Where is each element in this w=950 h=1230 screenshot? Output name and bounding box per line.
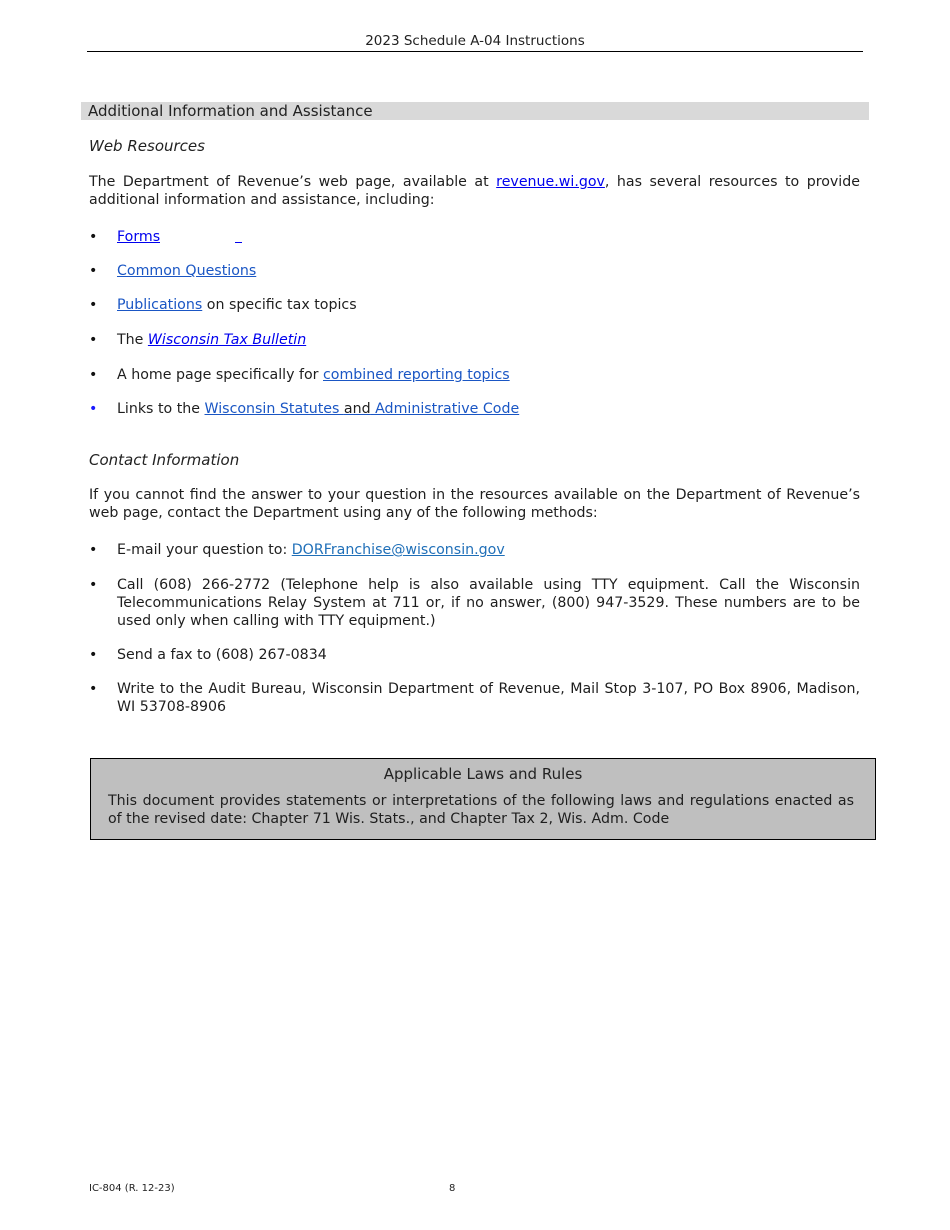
applicable-laws-title: Applicable Laws and Rules — [383, 765, 583, 783]
statutes-prefix: Links to the — [117, 401, 205, 417]
bullet-combined-reporting: • — [89, 367, 98, 383]
revenue-website-link[interactable]: revenue.wi.gov — [496, 174, 605, 190]
forms-link[interactable]: Forms — [117, 229, 161, 245]
bullet-tax-bulletin: • — [89, 332, 98, 348]
tax-bulletin-prefix: The — [117, 332, 148, 348]
bullet-statutes: • — [89, 401, 98, 417]
section-heading: Additional Information and Assistance — [81, 102, 869, 120]
administrative-code-link[interactable]: Administrative Code — [370, 401, 520, 417]
email-link[interactable]: DORFranchise@wisconsin.gov — [291, 542, 505, 558]
footer-page-number: 8 — [449, 1183, 456, 1194]
bullet-fax: • — [89, 647, 98, 663]
wisconsin-tax-bulletin-link[interactable]: Wisconsin Tax Bulletin — [147, 332, 307, 348]
list-item-tax-bulletin — [117, 331, 860, 349]
web-resources-heading: Web Resources — [89, 137, 205, 155]
publications-text: on specific tax topics — [202, 297, 357, 313]
bullet-mail: • — [89, 681, 98, 697]
intro-text-after: , has several resources to provide additional information and assistance, including: — [89, 174, 860, 208]
list-item-email — [117, 541, 860, 559]
page-header-title: 2023 Schedule A-04 Instructions — [365, 33, 585, 49]
list-item-publications — [117, 296, 860, 314]
bullet-common-questions: • — [89, 263, 98, 279]
wisconsin-statutes-link[interactable]: Wisconsin Statutes — [204, 401, 344, 417]
email-prefix: E-mail your question to: — [117, 542, 292, 558]
intro-text-before: The Department of Revenue’s web page, available at — [89, 174, 497, 190]
publications-link[interactable]: Publications — [117, 297, 203, 313]
list-item-phone: Call (608) 266-2772 (Telephone help is also available using TTY equipment. Call the Wisconsin Telecommunications Relay System at 711 or, if no answer, (800) 947-3529. These numbers are to be used only when calling with TTY equipment.) — [117, 577, 860, 629]
list-item-fax: Send a fax to (608) 267-0834 — [117, 647, 327, 663]
applicable-laws-box — [90, 758, 876, 840]
bullet-publications: • — [89, 297, 98, 313]
header-divider — [87, 51, 863, 52]
combined-reporting-link[interactable]: combined reporting topics — [323, 367, 510, 383]
list-item-forms — [117, 228, 860, 246]
list-item-combined-reporting — [117, 366, 860, 384]
bullet-email: • — [89, 542, 98, 558]
list-item-common-questions — [117, 262, 860, 280]
applicable-laws-text: This document provides statements or interpretations of the following laws and regulations enacted as of the revised date: Chapter 71 Wis. Stats., and Chapter Tax 2, Wis. Adm. Code — [108, 793, 854, 827]
statutes-and-text: and — [343, 401, 371, 417]
contact-intro: If you cannot find the answer to your question in the resources available on the Department of Revenue’s web page, contact the Department using any of the following methods: — [89, 487, 860, 521]
bullet-forms: • — [89, 229, 98, 245]
list-item-statutes — [117, 400, 860, 418]
common-questions-link[interactable]: Common Questions — [117, 263, 257, 279]
bullet-phone: • — [89, 577, 98, 593]
footer-form-id: IC-804 (R. 12-23) — [89, 1183, 175, 1194]
list-item-mail: Write to the Audit Bureau, Wisconsin Department of Revenue, Mail Stop 3-107, PO Box 8906, Madison, WI 53708-8906 — [117, 681, 860, 715]
contact-heading: Contact Information — [89, 451, 240, 469]
combined-reporting-prefix: A home page specifically for — [117, 367, 323, 383]
web-resources-intro — [89, 173, 860, 209]
